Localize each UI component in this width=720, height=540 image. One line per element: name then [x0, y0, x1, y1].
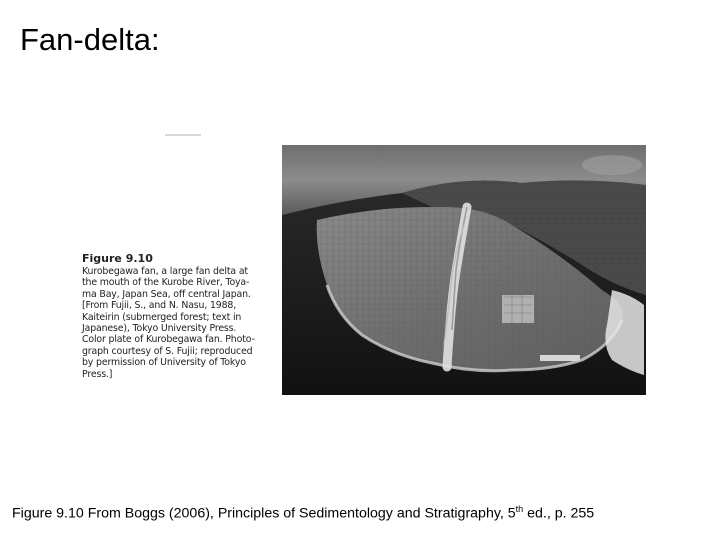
harbor	[540, 355, 580, 361]
aerial-photo	[282, 145, 646, 395]
figure-caption-block	[82, 252, 267, 380]
slide-title: Fan-delta:	[20, 22, 160, 57]
town-area	[502, 295, 534, 323]
caption-line: Color plate of Kurobegawa fan. Photo-	[82, 334, 255, 346]
caption-line: ma Bay, Japan Sea, off central Japan.	[82, 288, 251, 300]
caption-line: graph courtesy of S. Fujii; reproduced	[82, 345, 253, 357]
faint-scan-mark	[165, 134, 201, 136]
caption-line: [From Fujii, S., and N. Nasu, 1988,	[82, 300, 237, 312]
footer-caption-suffix: ed., p. 255	[523, 505, 595, 522]
caption-line: Press.]	[82, 368, 113, 380]
caption-line: Japanese), Tokyo University Press.	[82, 323, 237, 335]
caption-line: by permission of University of Tokyo	[82, 357, 246, 369]
footer-caption	[12, 504, 712, 522]
footer-caption-prefix: Figure 9.10 From Boggs (2006), Principles of Sedimentology and Stratigraphy, 5	[12, 505, 516, 522]
caption-line: the mouth of the Kurobe River, Toya-	[82, 277, 250, 289]
figure-caption-heading: Figure 9.10	[82, 252, 153, 265]
footer-caption-superscript: th	[515, 504, 524, 514]
caption-line: Kurobegawa fan, a large fan delta at	[82, 266, 248, 277]
caption-line: Kaiteirin (submerged forest; text in	[82, 311, 242, 323]
